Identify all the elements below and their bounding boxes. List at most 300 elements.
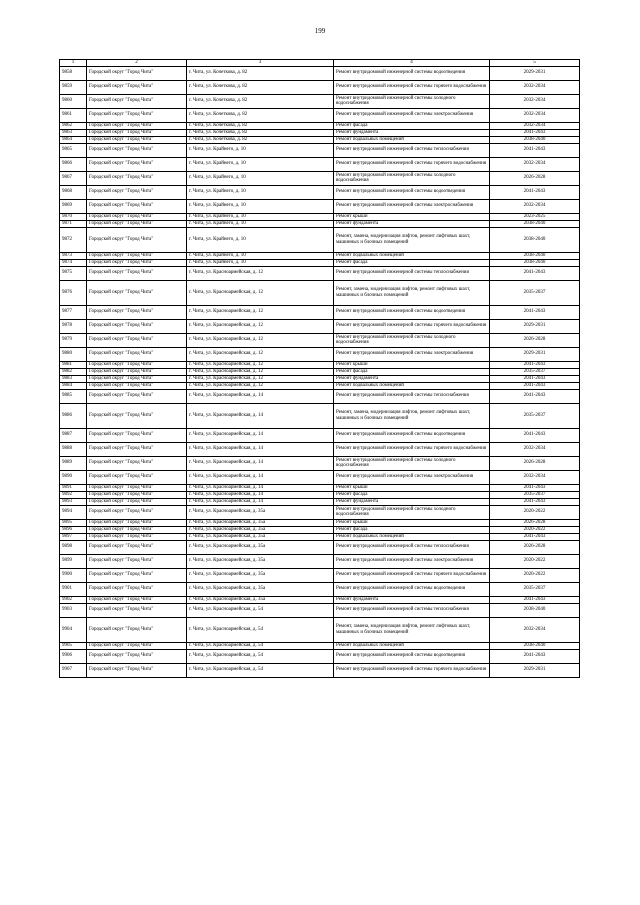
period-cell: 2023-2025 [490,213,580,220]
work-type-cell: Ремонт подвальных помещений [334,252,490,259]
municipality-cell: Городской округ "Город Чита" [87,389,187,403]
municipality-cell: Городской округ "Город Чита" [87,129,187,136]
table-row [60,305,580,319]
row-number-cell: 9884 [60,382,87,389]
work-type-cell: Ремонт крыши [334,519,490,526]
address-cell: г. Чита, ул. Кочеткова, д. 82 [187,80,334,94]
row-number-cell: 9901 [60,582,87,596]
period-cell: 2032-2034 [490,80,580,94]
municipality-cell: Городской округ "Город Чита" [87,94,187,108]
header-cell: 4 [334,60,490,67]
table-row [60,227,580,252]
table-row [60,319,580,333]
address-cell: г. Чита, ул. Кочеткова, д. 82 [187,136,334,143]
work-type-cell: Ремонт внутридомовой инженерной системы горячего водоснабжения [334,568,490,582]
row-number-cell: 9893 [60,498,87,505]
work-type-cell: Ремонт, замена, модернизация лифтов, ремонт лифтовых шахт, машинных и блочных помещений [334,403,490,428]
work-type-cell: Ремонт внутридомовой инженерной системы электроснабжения [334,347,490,361]
capital-repair-table [59,59,580,678]
municipality-cell: Городской округ "Город Чита" [87,403,187,428]
period-cell: 2041-2043 [490,596,580,603]
period-cell: 2041-2043 [490,266,580,280]
row-number-cell: 9880 [60,347,87,361]
address-cell: г. Чита, ул. Красноармейская, д. 14 [187,403,334,428]
address-cell: г. Чита, ул. Красноармейская, д. 14 [187,498,334,505]
period-cell: 2041-2043 [490,382,580,389]
municipality-cell: Городской округ "Город Чита" [87,66,187,80]
table-row [60,220,580,227]
table-row [60,498,580,505]
municipality-cell: Городской округ "Город Чита" [87,491,187,498]
municipality-cell: Городской округ "Город Чита" [87,319,187,333]
period-cell: 2035-2037 [490,491,580,498]
period-cell: 2020-2022 [490,554,580,568]
municipality-cell: Городской округ "Город Чита" [87,470,187,484]
table-row [60,617,580,642]
table-row [60,266,580,280]
header-cell: 3 [187,60,334,67]
period-cell: 2041-2043 [490,143,580,157]
municipality-cell: Городской округ "Город Чита" [87,617,187,642]
table-row [60,122,580,129]
municipality-cell: Городской округ "Город Чита" [87,382,187,389]
table-row [60,80,580,94]
work-type-cell: Ремонт внутридомовой инженерной системы водоотведения [334,428,490,442]
address-cell: г. Чита, ул. Красноармейская, д. 35а [187,526,334,533]
table-row [60,171,580,185]
address-cell: г. Чита, ул. Кочеткова, д. 82 [187,94,334,108]
period-cell: 2026-2028 [490,540,580,554]
period-cell: 2035-2037 [490,403,580,428]
row-number-cell: 9859 [60,80,87,94]
municipality-cell: Городской округ "Город Чита" [87,347,187,361]
work-type-cell: Ремонт внутридомовой инженерной системы электроснабжения [334,108,490,122]
period-cell: 2041-2043 [490,484,580,491]
municipality-cell: Городской округ "Город Чита" [87,649,187,663]
address-cell: г. Чита, ул. Крайнего, д. 10 [187,199,334,213]
table-row [60,519,580,526]
row-number-cell: 9883 [60,375,87,382]
row-number-cell: 9860 [60,94,87,108]
period-cell: 2026-2028 [490,456,580,470]
work-type-cell: Ремонт фасада [334,368,490,375]
municipality-cell: Городской округ "Город Чита" [87,171,187,185]
row-number-cell: 9905 [60,642,87,649]
work-type-cell: Ремонт подвальных помещений [334,642,490,649]
work-type-cell: Ремонт крыши [334,484,490,491]
work-type-cell: Ремонт внутридомовой инженерной системы водоотведения [334,185,490,199]
municipality-cell: Городской округ "Город Чита" [87,185,187,199]
address-cell: г. Чита, ул. Красноармейская, д. 54 [187,649,334,663]
table-row [60,361,580,368]
row-number-cell: 9864 [60,136,87,143]
work-type-cell: Ремонт, замена, модернизация лифтов, ремонт лифтовых шахт, машинных и блочных помещений [334,227,490,252]
table-row [60,66,580,80]
address-cell: г. Чита, ул. Красноармейская, д. 12 [187,375,334,382]
table-row [60,470,580,484]
table-row [60,456,580,470]
municipality-cell: Городской округ "Город Чита" [87,603,187,617]
work-type-cell: Ремонт внутридомовой инженерной системы горячего водоснабжения [334,80,490,94]
row-number-cell: 9899 [60,554,87,568]
work-type-cell: Ремонт, замена, модернизация лифтов, ремонт лифтовых шахт, машинных и блочных помещений [334,617,490,642]
work-type-cell: Ремонт фасада [334,526,490,533]
header-cell: 1 [60,60,87,67]
work-type-cell: Ремонт внутридомовой инженерной системы теплоснабжения [334,143,490,157]
work-type-cell: Ремонт внутридомовой инженерной системы водоотведения [334,305,490,319]
work-type-cell: Ремонт фундамента [334,596,490,603]
municipality-cell: Городской округ "Город Чита" [87,252,187,259]
row-number-cell: 9874 [60,259,87,266]
address-cell: г. Чита, ул. Красноармейская, д. 35а [187,533,334,540]
address-cell: г. Чита, ул. Красноармейская, д. 35а [187,596,334,603]
address-cell: г. Чита, ул. Кочеткова, д. 82 [187,122,334,129]
period-cell: 2038-2040 [490,227,580,252]
table-row [60,143,580,157]
period-cell: 2032-2034 [490,442,580,456]
address-cell: г. Чита, ул. Крайнего, д. 10 [187,252,334,259]
header-cell: 2 [87,60,187,67]
table-row [60,185,580,199]
period-cell: 2032-2034 [490,470,580,484]
address-cell: г. Чита, ул. Красноармейская, д. 54 [187,617,334,642]
work-type-cell: Ремонт внутридомовой инженерной системы холодного водоснабжения [334,171,490,185]
row-number-cell: 9863 [60,129,87,136]
address-cell: г. Чита, ул. Красноармейская, д. 35а [187,568,334,582]
work-type-cell: Ремонт внутридомовой инженерной системы холодного водоснабжения [334,505,490,519]
address-cell: г. Чита, ул. Красноармейская, д. 12 [187,361,334,368]
period-cell: 2038-2040 [490,136,580,143]
row-number-cell: 9868 [60,185,87,199]
row-number-cell: 9891 [60,484,87,491]
row-number-cell: 9866 [60,157,87,171]
address-cell: г. Чита, ул. Крайнего, д. 10 [187,227,334,252]
row-number-cell: 9867 [60,171,87,185]
row-number-cell: 9882 [60,368,87,375]
work-type-cell: Ремонт фундамента [334,498,490,505]
period-cell: 2032-2034 [490,157,580,171]
row-number-cell: 9894 [60,505,87,519]
period-cell: 2029-2031 [490,347,580,361]
table-row [60,157,580,171]
municipality-cell: Городской округ "Город Чита" [87,199,187,213]
table-row [60,484,580,491]
table-row [60,389,580,403]
table-row [60,491,580,498]
row-number-cell: 9871 [60,220,87,227]
address-cell: г. Чита, ул. Красноармейская, д. 12 [187,280,334,305]
row-number-cell: 9902 [60,596,87,603]
row-number-cell: 9861 [60,108,87,122]
municipality-cell: Городской округ "Город Чита" [87,361,187,368]
table-row [60,649,580,663]
row-number-cell: 9865 [60,143,87,157]
table-row [60,259,580,266]
period-cell: 2041-2043 [490,375,580,382]
address-cell: г. Чита, ул. Красноармейская, д. 35а [187,554,334,568]
table-row [60,368,580,375]
table-row [60,428,580,442]
table-row [60,582,580,596]
work-type-cell: Ремонт внутридомовой инженерной системы электроснабжения [334,470,490,484]
period-cell: 2041-2043 [490,389,580,403]
municipality-cell: Городской округ "Город Чита" [87,582,187,596]
row-number-cell: 9903 [60,603,87,617]
municipality-cell: Городской округ "Город Чита" [87,280,187,305]
period-cell: 2035-2037 [490,280,580,305]
period-cell: 2020-2022 [490,505,580,519]
municipality-cell: Городской округ "Город Чита" [87,663,187,677]
work-type-cell: Ремонт подвальных помещений [334,533,490,540]
address-cell: г. Чита, ул. Кочеткова, д. 82 [187,108,334,122]
municipality-cell: Городской округ "Город Чита" [87,213,187,220]
period-cell: 2041-2043 [490,649,580,663]
municipality-cell: Городской округ "Город Чита" [87,498,187,505]
address-cell: г. Чита, ул. Красноармейская, д. 14 [187,456,334,470]
municipality-cell: Городской округ "Город Чита" [87,333,187,347]
municipality-cell: Городской округ "Город Чита" [87,568,187,582]
address-cell: г. Чита, ул. Красноармейская, д. 12 [187,266,334,280]
row-number-cell: 9878 [60,319,87,333]
table-row [60,199,580,213]
address-cell: г. Чита, ул. Красноармейская, д. 54 [187,603,334,617]
table-row [60,129,580,136]
period-cell: 2038-2040 [490,259,580,266]
table-row [60,382,580,389]
period-cell: 2020-2022 [490,526,580,533]
municipality-cell: Городской округ "Город Чита" [87,484,187,491]
period-cell: 2029-2031 [490,319,580,333]
period-cell: 2029-2031 [490,66,580,80]
period-cell: 2032-2034 [490,122,580,129]
work-type-cell: Ремонт фундамента [334,129,490,136]
row-number-cell: 9904 [60,617,87,642]
work-type-cell: Ремонт крыши [334,213,490,220]
address-cell: г. Чита, ул. Красноармейская, д. 14 [187,491,334,498]
address-cell: г. Чита, ул. Красноармейская, д. 14 [187,470,334,484]
address-cell: г. Чита, ул. Красноармейская, д. 12 [187,305,334,319]
municipality-cell: Городской округ "Город Чита" [87,157,187,171]
table-row [60,505,580,519]
address-cell: г. Чита, ул. Крайнего, д. 10 [187,185,334,199]
table-row [60,663,580,677]
row-number-cell: 9889 [60,456,87,470]
row-number-cell: 9907 [60,663,87,677]
period-cell: 2026-2028 [490,519,580,526]
period-cell: 2035-2037 [490,582,580,596]
address-cell: г. Чита, ул. Крайнего, д. 10 [187,259,334,266]
table-row [60,333,580,347]
work-type-cell: Ремонт подвальных помещений [334,136,490,143]
municipality-cell: Городской округ "Город Чита" [87,108,187,122]
work-type-cell: Ремонт подвальных помещений [334,382,490,389]
row-number-cell: 9896 [60,526,87,533]
table-row [60,533,580,540]
row-number-cell: 9870 [60,213,87,220]
address-cell: г. Чита, ул. Красноармейская, д. 35а [187,540,334,554]
period-cell: 2020-2022 [490,568,580,582]
municipality-cell: Городской округ "Город Чита" [87,305,187,319]
row-number-cell: 9890 [60,470,87,484]
address-cell: г. Чита, ул. Красноармейская, д. 54 [187,663,334,677]
address-cell: г. Чита, ул. Крайнего, д. 10 [187,157,334,171]
row-number-cell: 9887 [60,428,87,442]
row-number-cell: 9898 [60,540,87,554]
address-cell: г. Чита, ул. Крайнего, д. 10 [187,213,334,220]
work-type-cell: Ремонт внутридомовой инженерной системы горячего водоснабжения [334,319,490,333]
municipality-cell: Городской округ "Город Чита" [87,526,187,533]
table-row [60,642,580,649]
address-cell: г. Чита, ул. Красноармейская, д. 12 [187,382,334,389]
period-cell: 2041-2043 [490,185,580,199]
address-cell: г. Чита, ул. Красноармейская, д. 12 [187,333,334,347]
address-cell: г. Чита, ул. Красноармейская, д. 14 [187,389,334,403]
period-cell: 2038-2040 [490,220,580,227]
municipality-cell: Городской округ "Город Чита" [87,505,187,519]
municipality-cell: Городской округ "Город Чита" [87,143,187,157]
address-cell: г. Чита, ул. Красноармейская, д. 35а [187,582,334,596]
row-number-cell: 9895 [60,519,87,526]
address-cell: г. Чита, ул. Крайнего, д. 10 [187,143,334,157]
table-row [60,540,580,554]
work-type-cell: Ремонт внутридомовой инженерной системы горячего водоснабжения [334,663,490,677]
period-cell: 2041-2043 [490,305,580,319]
municipality-cell: Городской округ "Город Чита" [87,554,187,568]
table-row [60,568,580,582]
municipality-cell: Городской округ "Город Чита" [87,642,187,649]
period-cell: 2032-2034 [490,617,580,642]
table-row [60,252,580,259]
row-number-cell: 9892 [60,491,87,498]
table-row [60,603,580,617]
period-cell: 2041-2043 [490,428,580,442]
address-cell: г. Чита, ул. Крайнего, д. 10 [187,220,334,227]
row-number-cell: 9886 [60,403,87,428]
row-number-cell: 9897 [60,533,87,540]
work-type-cell: Ремонт внутридомовой инженерной системы холодного водоснабжения [334,456,490,470]
municipality-cell: Городской округ "Город Чита" [87,540,187,554]
period-cell: 2038-2040 [490,603,580,617]
table-row [60,280,580,305]
municipality-cell: Городской округ "Город Чита" [87,80,187,94]
municipality-cell: Городской округ "Город Чита" [87,266,187,280]
row-number-cell: 9875 [60,266,87,280]
work-type-cell: Ремонт крыши [334,361,490,368]
work-type-cell: Ремонт внутридомовой инженерной системы холодного водоснабжения [334,333,490,347]
row-number-cell: 9877 [60,305,87,319]
table-row [60,213,580,220]
municipality-cell: Городской округ "Город Чита" [87,596,187,603]
municipality-cell: Городской округ "Город Чита" [87,259,187,266]
work-type-cell: Ремонт внутридомовой инженерной системы водоотведения [334,582,490,596]
period-cell: 2038-2040 [490,252,580,259]
period-cell: 2026-2028 [490,171,580,185]
table-row [60,403,580,428]
address-cell: г. Чита, ул. Красноармейская, д. 12 [187,347,334,361]
municipality-cell: Городской округ "Город Чита" [87,122,187,129]
work-type-cell: Ремонт фасада [334,122,490,129]
period-cell: 2041-2043 [490,533,580,540]
address-cell: г. Чита, ул. Крайнего, д. 10 [187,171,334,185]
table-row [60,94,580,108]
municipality-cell: Городской округ "Город Чита" [87,227,187,252]
work-type-cell: Ремонт внутридомовой инженерной системы теплоснабжения [334,540,490,554]
work-type-cell: Ремонт, замена, модернизация лифтов, ремонт лифтовых шахт, машинных и блочных помещений [334,280,490,305]
work-type-cell: Ремонт внутридомовой инженерной системы теплоснабжения [334,603,490,617]
table-row [60,108,580,122]
table-row [60,526,580,533]
address-cell: г. Чита, ул. Красноармейская, д. 35а [187,505,334,519]
table-body [60,60,580,678]
work-type-cell: Ремонт фундамента [334,375,490,382]
header-cell: 5 [490,60,580,67]
row-number-cell: 9881 [60,361,87,368]
period-cell: 2032-2034 [490,108,580,122]
table-row [60,347,580,361]
work-type-cell: Ремонт фасада [334,491,490,498]
municipality-cell: Городской округ "Город Чита" [87,533,187,540]
address-cell: г. Чита, ул. Красноармейская, д. 54 [187,642,334,649]
work-type-cell: Ремонт фасада [334,259,490,266]
address-cell: г. Чита, ул. Красноармейская, д. 14 [187,442,334,456]
municipality-cell: Городской округ "Город Чита" [87,428,187,442]
work-type-cell: Ремонт фундамента [334,220,490,227]
address-cell: г. Чита, ул. Красноармейская, д. 35а [187,519,334,526]
period-cell: 2038-2040 [490,642,580,649]
address-cell: г. Чита, ул. Красноармейская, д. 12 [187,368,334,375]
work-type-cell: Ремонт внутридомовой инженерной системы горячего водоснабжения [334,442,490,456]
municipality-cell: Городской округ "Город Чита" [87,442,187,456]
municipality-cell: Городской округ "Город Чита" [87,375,187,382]
work-type-cell: Ремонт внутридомовой инженерной системы водоотведения [334,649,490,663]
work-type-cell: Ремонт внутридомовой инженерной системы электроснабжения [334,199,490,213]
period-cell: 2032-2034 [490,94,580,108]
table-row [60,596,580,603]
address-cell: г. Чита, ул. Кочеткова, д. 82 [187,66,334,80]
municipality-cell: Городской округ "Город Чита" [87,456,187,470]
work-type-cell: Ремонт внутридомовой инженерной системы холодного водоснабжения [334,94,490,108]
address-cell: г. Чита, ул. Красноармейская, д. 12 [187,319,334,333]
period-cell: 2035-2037 [490,368,580,375]
table-header-row [60,60,580,67]
period-cell: 2029-2031 [490,663,580,677]
address-cell: г. Чита, ул. Красноармейская, д. 14 [187,428,334,442]
work-type-cell: Ремонт внутридомовой инженерной системы теплоснабжения [334,266,490,280]
row-number-cell: 9885 [60,389,87,403]
row-number-cell: 9862 [60,122,87,129]
page-number: 199 [314,27,326,35]
work-type-cell: Ремонт внутридомовой инженерной системы электроснабжения [334,554,490,568]
row-number-cell: 9906 [60,649,87,663]
period-cell: 2041-2043 [490,498,580,505]
row-number-cell: 9876 [60,280,87,305]
table-row [60,554,580,568]
municipality-cell: Городской округ "Город Чита" [87,136,187,143]
work-type-cell: Ремонт внутридомовой инженерной системы водоотведения [334,66,490,80]
period-cell: 2032-2034 [490,199,580,213]
table-row [60,136,580,143]
period-cell: 2026-2028 [490,333,580,347]
row-number-cell: 9858 [60,66,87,80]
row-number-cell: 9900 [60,568,87,582]
work-type-cell: Ремонт внутридомовой инженерной системы горячего водоснабжения [334,157,490,171]
row-number-cell: 9872 [60,227,87,252]
table-row [60,375,580,382]
period-cell: 2041-2043 [490,361,580,368]
table-row [60,442,580,456]
municipality-cell: Городской округ "Город Чита" [87,519,187,526]
row-number-cell: 9873 [60,252,87,259]
